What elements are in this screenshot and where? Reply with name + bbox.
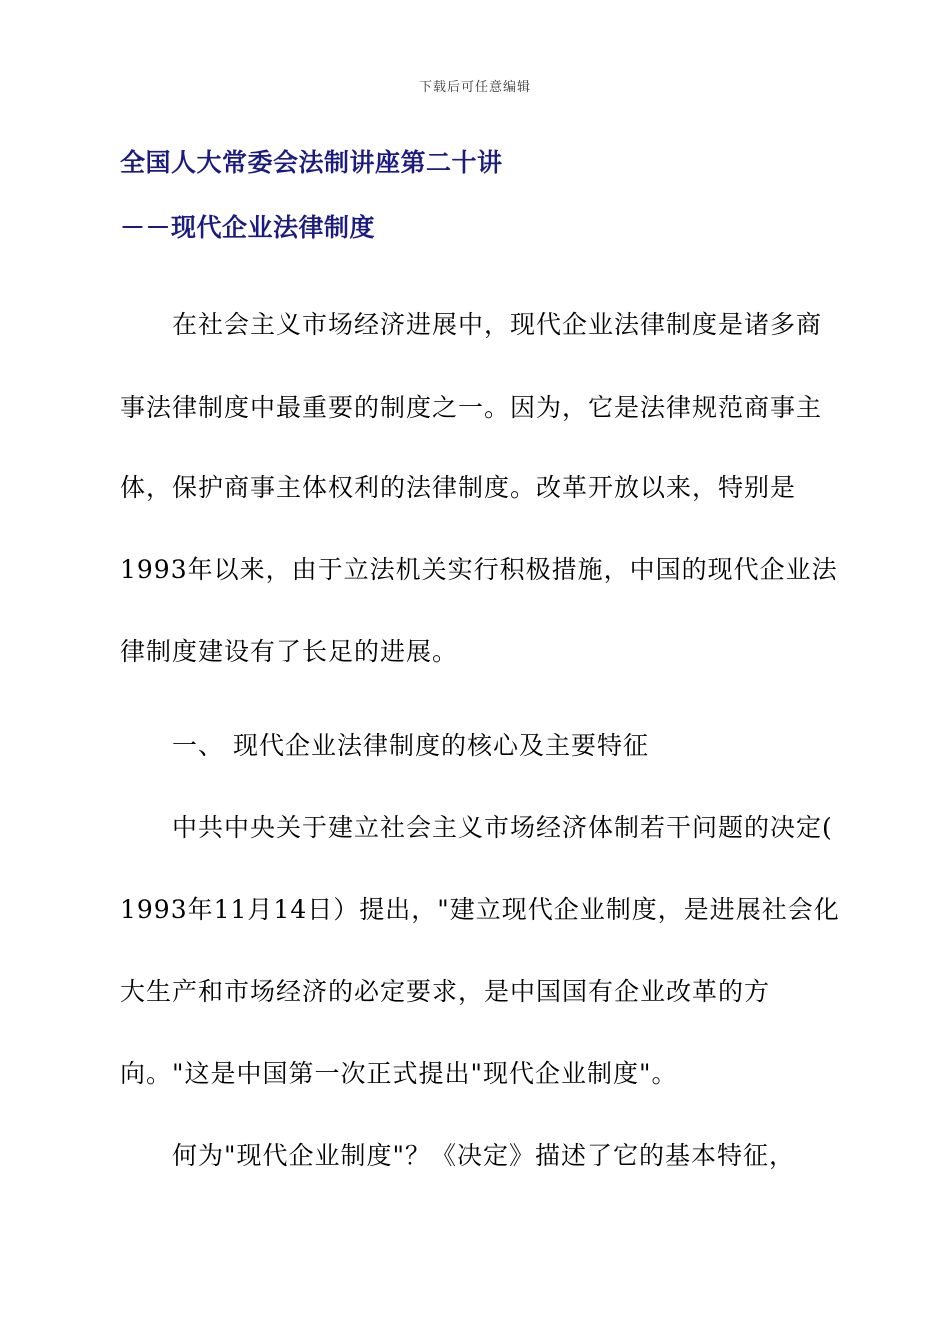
paragraph-line: 体，保护商事主体权利的法律制度。改革开放以来，特别是 xyxy=(120,473,797,502)
document-subtitle: －－现代企业法律制度 xyxy=(120,213,376,242)
paragraph-line: 大生产和市场经济的必定要求，是中国国有企业改革的方 xyxy=(120,977,771,1006)
paragraph-line: 何为"现代企业制度"？《决定》描述了它的基本特征， xyxy=(172,1141,796,1170)
paragraph-line: 1993年11月14日）提出，"建立现代企业制度，是进展社会化 xyxy=(120,895,840,924)
section-heading: 一、 现代企业法律制度的核心及主要特征 xyxy=(172,731,649,760)
page-header-note: 下载后可任意编辑 xyxy=(418,80,531,95)
document-title: 全国人大常委会法制讲座第二十讲 xyxy=(120,148,503,177)
paragraph-line: 在社会主义市场经济进展中，现代企业法律制度是诸多商 xyxy=(172,310,823,339)
paragraph-line: 中共中央关于建立社会主义市场经济体制若干问题的决定( xyxy=(172,813,833,842)
paragraph-line: 1993年以来，由于立法机关实行积极措施，中国的现代企业法 xyxy=(120,555,838,584)
paragraph-line: 向。"这是中国第一次正式提出"现代企业制度"。 xyxy=(120,1059,678,1088)
paragraph-line: 律制度建设有了长足的进展。 xyxy=(120,637,459,666)
paragraph-line: 事法律制度中最重要的制度之一。因为，它是法律规范商事主 xyxy=(120,393,823,422)
